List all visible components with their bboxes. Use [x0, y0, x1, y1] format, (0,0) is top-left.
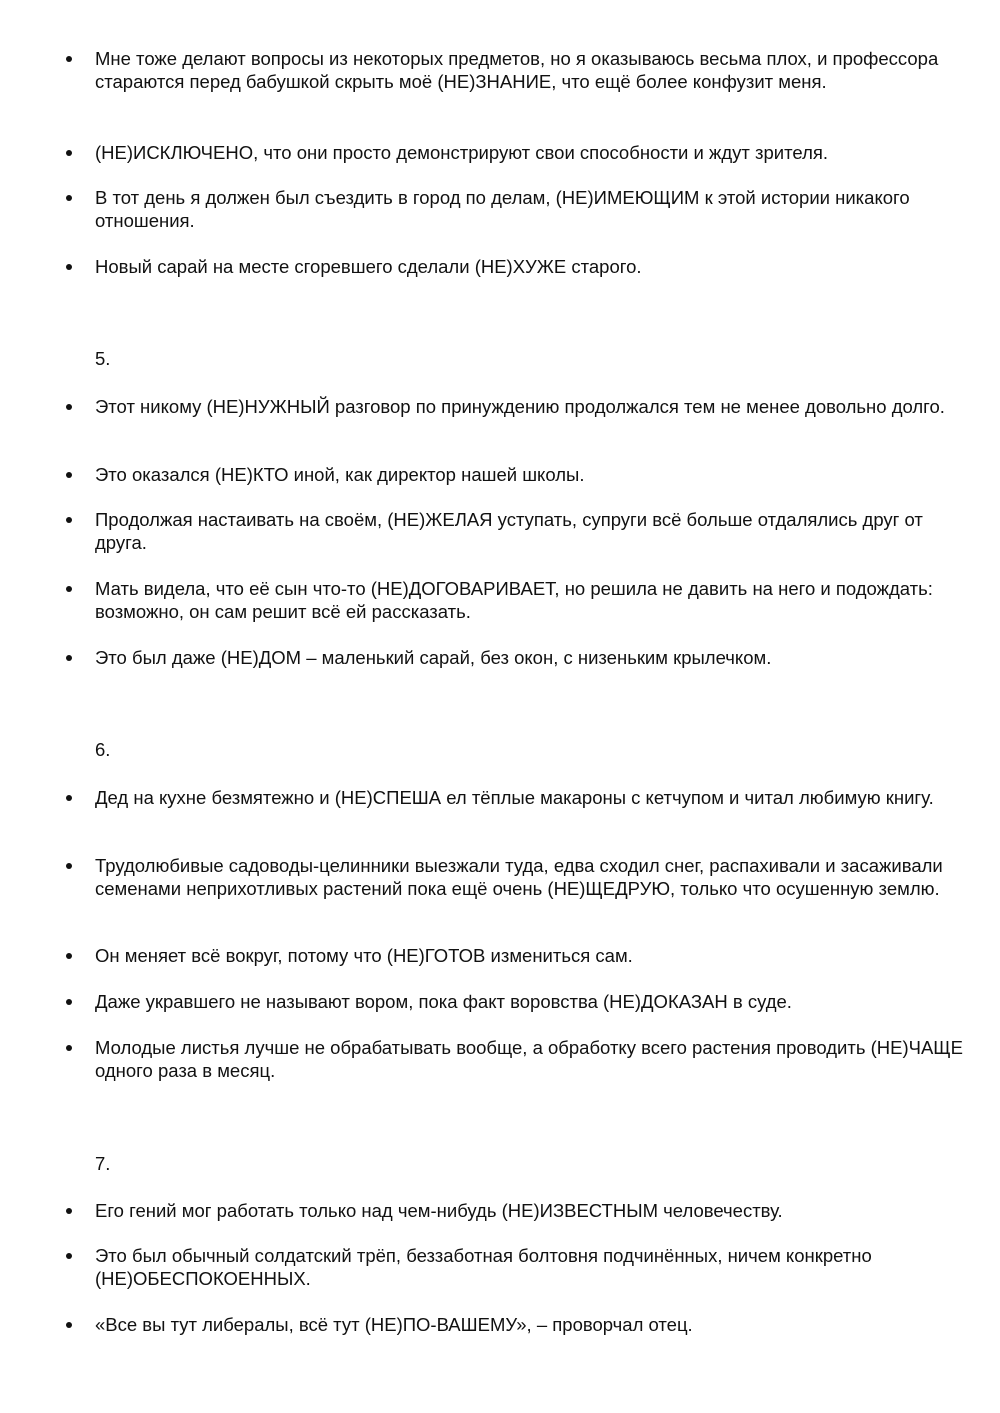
list-item: Трудолюбивые садоводы-целинники выезжали туда, едва сходил снег, распахивали и засаживали семенами неприхотливых растений пока ещё очень (НЕ)ЩЕДРУЮ, только что осушенную землю.	[95, 854, 975, 900]
list-item: Это оказался (НЕ)КТО иной, как директор нашей школы.	[95, 463, 975, 486]
list-item: Продолжая настаивать на своём, (НЕ)ЖЕЛАЯ уступать, супруги всё больше отдалялись друг от друга.	[95, 508, 975, 554]
list-item: Новый сарай на месте сгоревшего сделали (НЕ)ХУЖЕ старого.	[95, 255, 975, 278]
list-item: Он меняет всё вокруг, потому что (НЕ)ГОТОВ измениться сам.	[95, 944, 975, 967]
list-item: Этот никому (НЕ)НУЖНЫЙ разговор по принуждению продолжался тем не менее довольно долго.	[95, 395, 975, 418]
list-item: В тот день я должен был съездить в город по делам, (НЕ)ИМЕЮЩИМ к этой истории никакого отношения.	[95, 186, 975, 232]
list-item: Это был даже (НЕ)ДОМ – маленький сарай, без окон, с низеньким крылечком.	[95, 646, 975, 669]
list-item: Даже укравшего не называют вором, пока факт воровства (НЕ)ДОКАЗАН в суде.	[95, 990, 975, 1013]
list-item: Это был обычный солдатский трёп, беззаботная болтовня подчинённых, ничем конкретно (НЕ)ОБЕСПОКОЕННЫХ.	[95, 1244, 975, 1290]
list-item: «Все вы тут либералы, всё тут (НЕ)ПО-ВАШЕМУ», – проворчал отец.	[95, 1313, 975, 1336]
list-item: Дед на кухне безмятежно и (НЕ)СПЕША ел тёплые макароны с кетчупом и читал любимую книгу.	[95, 786, 975, 809]
list-item: Мать видела, что её сын что-то (НЕ)ДОГОВАРИВАЕТ, но решила не давить на него и подождать: возможно, он сам решит всё ей рассказать.	[95, 577, 975, 623]
list-item: Его гений мог работать только над чем-нибудь (НЕ)ИЗВЕСТНЫМ человечеству.	[95, 1199, 975, 1222]
list-item: Мне тоже делают вопросы из некоторых предметов, но я оказываюсь весьма плох, и профессора стараются перед бабушкой скрыть моё (НЕ)ЗНАНИЕ, что ещё более конфузит меня.	[95, 47, 975, 93]
list-item: (НЕ)ИСКЛЮЧЕНО, что они просто демонстрируют свои способности и ждут зрителя.	[95, 141, 975, 164]
section-number: 6.	[95, 739, 111, 760]
list-item: Молодые листья лучше не обрабатывать вообще, а обработку всего растения проводить (НЕ)ЧАЩЕ одного раза в месяц.	[95, 1036, 975, 1082]
section-number: 7.	[95, 1153, 111, 1174]
section-number: 5.	[95, 348, 111, 369]
